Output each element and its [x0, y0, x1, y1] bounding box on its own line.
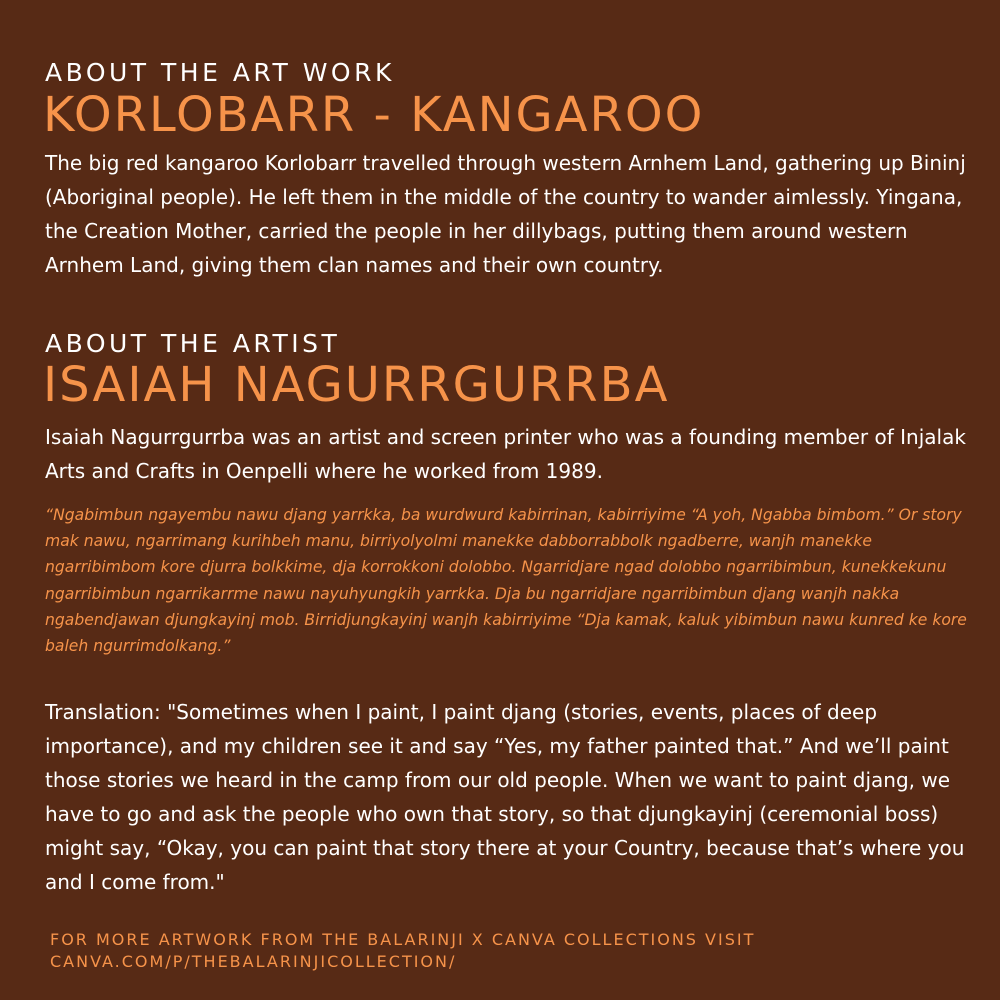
footer-line-1: FOR MORE ARTWORK FROM THE BALARINJI X CANVA COLLECTIONS VISIT [50, 930, 756, 949]
collection-footer [50, 929, 755, 973]
artist-quote: “Ngabimbun ngayembu nawu djang yarrkka, ba wurdwurd kabirrinan, kabirriyime “A yoh, Ngabba bimbom.” Or story mak nawu, ngarrimang kurihbeh manu, birriyolyolmi manekke dabborrabbolk ngadberre, wanjh manekke ngarribimbom kore djurra bolkkime, dja korrokkoni dolobbo. Ngarridjare ngad dolobbo ngarribimbun, kunekkekunu ngarribimbun ngarrikarrme nawu nayuhyungkih yarrkka. Dja bu ngarridjare ngarribimbun djang wanjh nakka ngabendjawan djungkayinj mob. Birridjungkayinj wanjh kabirriyime “Dja kamak, kaluk yibimbun nawu kunred ke kore baleh ngurrimdolkang.” [45, 506, 967, 656]
artist-bio: Isaiah Nagurrgurrba was an artist and screen printer who was a founding member of Injalak Arts and Crafts in Oenpelli where he worked from 1989. [45, 425, 966, 483]
quote-translation: Translation: "Sometimes when I paint, I paint djang (stories, events, places of deep importance), and my children see it and say “Yes, my father painted that.” And we’ll paint those stories we heard in the camp from our old people. When we want to paint djang, we have to go and ask the people who own that story, so that djungkayinj (ceremonial boss) might say, “Okay, you can paint that story there at your Country, because that’s where you and I come from." [45, 700, 965, 894]
artwork-section-heading: ABOUT THE ART WORK [45, 58, 395, 87]
artwork-description: The big red kangaroo Korlobarr travelled through western Arnhem Land, gathering up Bininj (Aboriginal people). He left them in the middle of the country to wander aimlessly. Yingana, the Creation Mother, carried the people in her dillybags, putting them around western Arnhem Land, giving them clan names and their own country. [45, 151, 966, 277]
artist-name: ISAIAH NAGURRGURRBA [43, 357, 670, 413]
collection-link[interactable]: CANVA.COM/P/THEBALARINJICOLLECTION/ [50, 952, 457, 971]
artwork-title: KORLOBARR - KANGAROO [43, 87, 705, 143]
artist-section-heading: ABOUT THE ARTIST [45, 329, 341, 358]
